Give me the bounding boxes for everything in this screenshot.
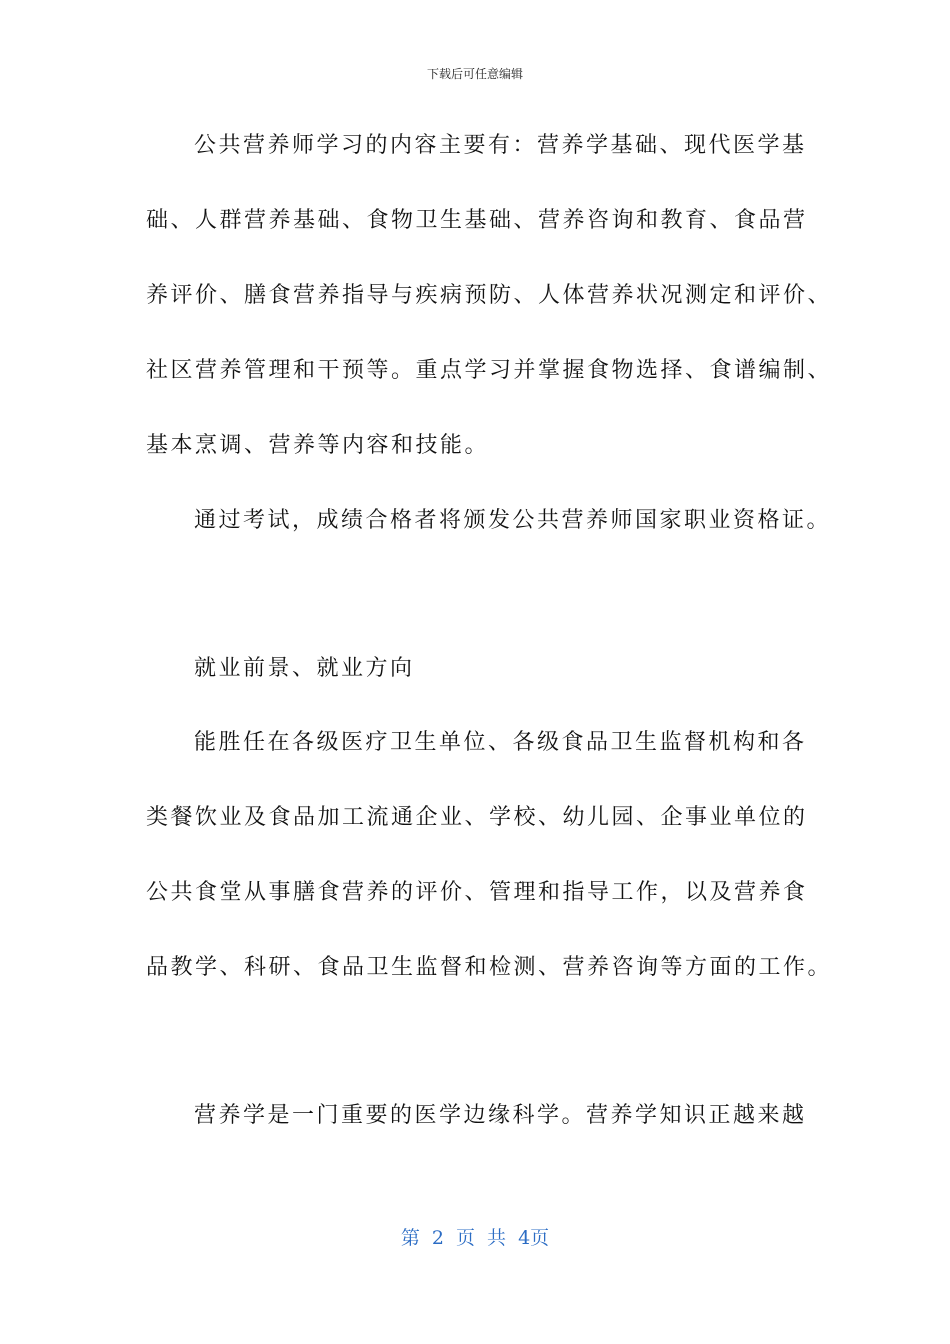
text-line: 公共营养师学习的内容主要有：营养学基础、现代医学基 xyxy=(194,133,807,158)
text-line: 品教学、科研、食品卫生监督和检测、营养咨询等方面的工作。 xyxy=(146,955,833,980)
page-header: 下载后可任意编辑 xyxy=(426,67,523,81)
text-line: 养评价、膳食营养指导与疾病预防、人体营养状况测定和评价、 xyxy=(146,283,833,308)
text-line: 础、人群营养基础、食物卫生基础、营养咨询和教育、食品营 xyxy=(146,208,808,233)
text-line: 能胜任在各级医疗卫生单位、各级食品卫生监督机构和各 xyxy=(194,730,807,755)
text-line: 通过考试，成绩合格者将颁发公共营养师国家职业资格证。 xyxy=(194,508,832,533)
text-line: 公共食堂从事膳食营养的评价、管理和指导工作，以及营养食 xyxy=(146,880,808,905)
text-line: 营养学是一门重要的医学边缘科学。营养学知识正越来越 xyxy=(194,1103,807,1128)
text-line: 社区营养管理和干预等。重点学习并掌握食物选择、食谱编制、 xyxy=(146,358,833,383)
page-footer: 第 2 页 共 4页 xyxy=(400,1227,550,1249)
section-heading: 就业前景、就业方向 xyxy=(194,656,415,681)
text-line: 类餐饮业及食品加工流通企业、学校、幼儿园、企事业单位的 xyxy=(146,805,808,830)
text-line: 基本烹调、营养等内容和技能。 xyxy=(146,433,490,458)
